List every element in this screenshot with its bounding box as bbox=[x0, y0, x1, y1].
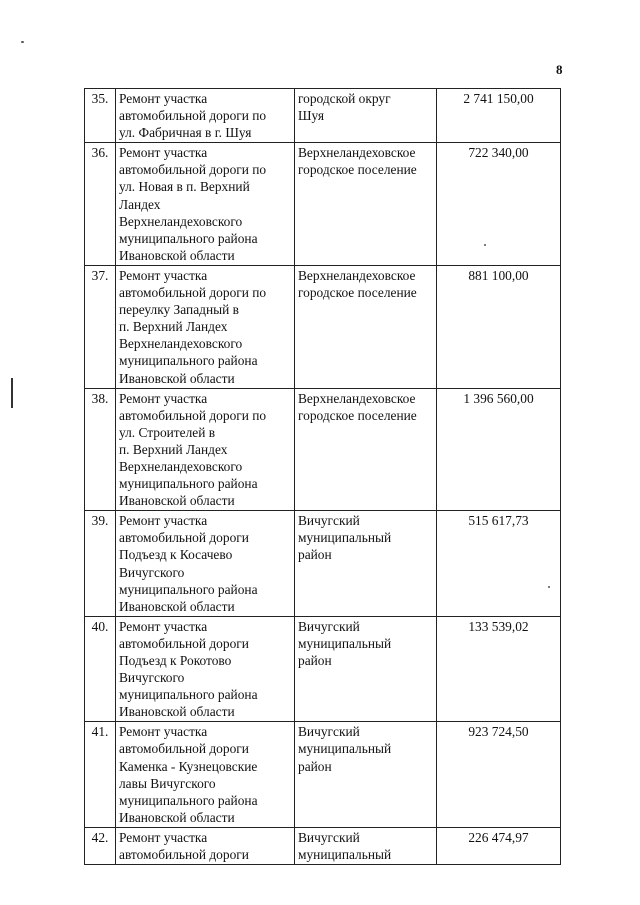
page-number: 8 bbox=[556, 62, 563, 77]
object-name: Ремонт участка автомобильной дороги по переулку Западный в п. Верхний Ландех Верхнеландеховского муниципального района Ивановской области bbox=[116, 265, 295, 388]
table-row bbox=[85, 265, 561, 388]
object-name: Ремонт участка автомобильной дороги по ул. Строителей в п. Верхний Ландех Верхнеландеховского муниципального района Ивановской области bbox=[116, 388, 295, 511]
object-name: Ремонт участка автомобильной дороги Каменка - Кузнецовские лавы Вичугского муниципального района Ивановской области bbox=[116, 722, 295, 828]
municipality: Вичугский муниципальный bbox=[295, 827, 437, 864]
scan-margin-mark bbox=[11, 378, 13, 408]
row-number: 41. bbox=[85, 722, 116, 828]
table-row bbox=[85, 143, 561, 266]
row-number: 39. bbox=[85, 511, 116, 617]
municipality: Верхнеландеховское городское поселение bbox=[295, 265, 437, 388]
table-body bbox=[85, 89, 561, 865]
amount: 722 340,00 bbox=[437, 143, 561, 266]
road-repair-table bbox=[84, 88, 561, 865]
object-name: Ремонт участка автомобильной дороги bbox=[116, 827, 295, 864]
table-row bbox=[85, 827, 561, 864]
table-row bbox=[85, 511, 561, 617]
amount: 1 396 560,00 bbox=[437, 388, 561, 511]
municipality: городской округ Шуя bbox=[295, 89, 437, 143]
amount: 515 617,73 bbox=[437, 511, 561, 617]
amount: 133 539,02 bbox=[437, 616, 561, 722]
municipality: Верхнеландеховское городское поселение bbox=[295, 143, 437, 266]
row-number: 38. bbox=[85, 388, 116, 511]
row-number: 40. bbox=[85, 616, 116, 722]
table-row bbox=[85, 616, 561, 722]
row-number: 36. bbox=[85, 143, 116, 266]
row-number: 42. bbox=[85, 827, 116, 864]
row-number: 35. bbox=[85, 89, 116, 143]
object-name: Ремонт участка автомобильной дороги по ул. Фабричная в г. Шуя bbox=[116, 89, 295, 143]
amount: 2 741 150,00 bbox=[437, 89, 561, 143]
object-name: Ремонт участка автомобильной дороги Подъезд к Рокотово Вичугского муниципального района Ивановской области bbox=[116, 616, 295, 722]
amount: 881 100,00 bbox=[437, 265, 561, 388]
object-name: Ремонт участка автомобильной дороги по ул. Новая в п. Верхний Ландех Верхнеландеховского муниципального района Ивановской области bbox=[116, 143, 295, 266]
amount: 923 724,50 bbox=[437, 722, 561, 828]
municipality: Верхнеландеховское городское поселение bbox=[295, 388, 437, 511]
scan-speck bbox=[21, 41, 24, 43]
row-number: 37. bbox=[85, 265, 116, 388]
table-row bbox=[85, 388, 561, 511]
amount: 226 474,97 bbox=[437, 827, 561, 864]
table-row bbox=[85, 89, 561, 143]
table-row bbox=[85, 722, 561, 828]
municipality: Вичугский муниципальный район bbox=[295, 616, 437, 722]
municipality: Вичугский муниципальный район bbox=[295, 722, 437, 828]
object-name: Ремонт участка автомобильной дороги Подъезд к Косачево Вичугского муниципального района Ивановской области bbox=[116, 511, 295, 617]
municipality: Вичугский муниципальный район bbox=[295, 511, 437, 617]
